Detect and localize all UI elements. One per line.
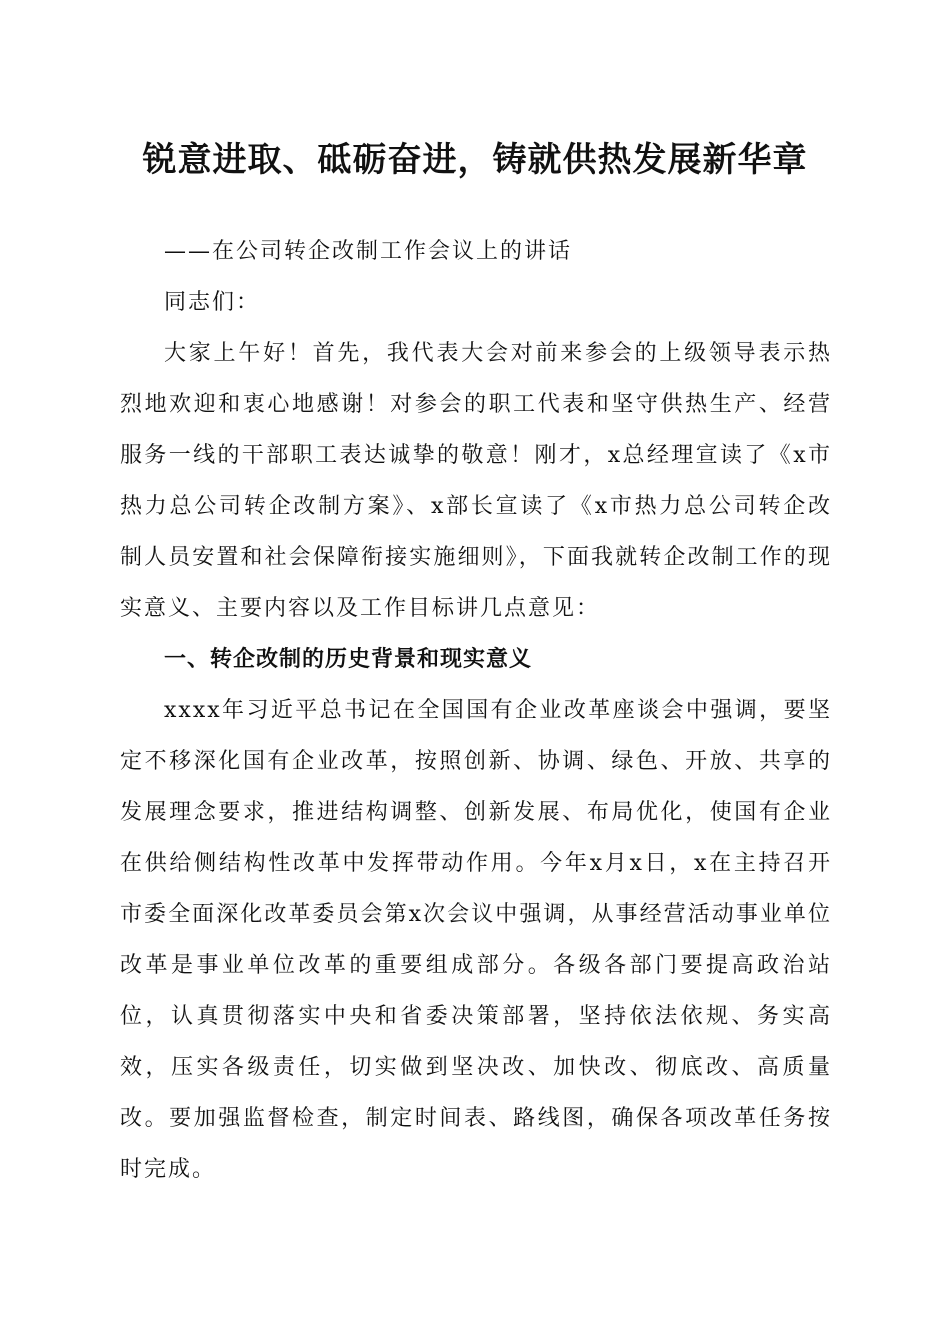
document-subtitle: ——在公司转企改制工作会议上的讲话 (164, 239, 573, 264)
document-body (120, 226, 832, 1195)
section-1-heading: 一、转企改制的历史背景和现实意义 (164, 647, 533, 672)
intro-paragraph: 大家上午好！首先，我代表大会对前来参会的上级领导表示热烈地欢迎和衷心地感谢！对参会的职工代表和坚守供热生产、经营服务一线的干部职工表达诚挚的敬意！刚才，x总经理宣读了《x市热力总公司转企改制方案》、x部长宣读了《x市热力总公司转企改制人员安置和社会保障衔接实施细则》，下面我就转企改制工作的现实意义、主要内容以及工作目标讲几点意见： (120, 341, 832, 621)
salutation: 同志们： (164, 290, 261, 315)
document-title: 锐意进取、砥砺奋进，铸就供热发展新华章 (142, 140, 808, 180)
section-1-paragraph: xxxx年习近平总书记在全国国有企业改革座谈会中强调，要坚定不移深化国有企业改革，按照创新、协调、绿色、开放、共享的发展理念要求，推进结构调整、创新发展、布局优化，使国有企业在供给侧结构性改革中发挥带动作用。今年x月x日，x在主持召开市委全面深化改革委员会第x次会议中强调，从事经营活动事业单位改革是事业单位改革的重要组成部分。各级各部门要提高政治站位，认真贯彻落实中央和省委决策部署，坚持依法依规、务实高效，压实各级责任，切实做到坚决改、加快改、彻底改、高质量改。要加强监督检查，制定时间表、路线图，确保各项改革任务按时完成。 (120, 698, 832, 1182)
